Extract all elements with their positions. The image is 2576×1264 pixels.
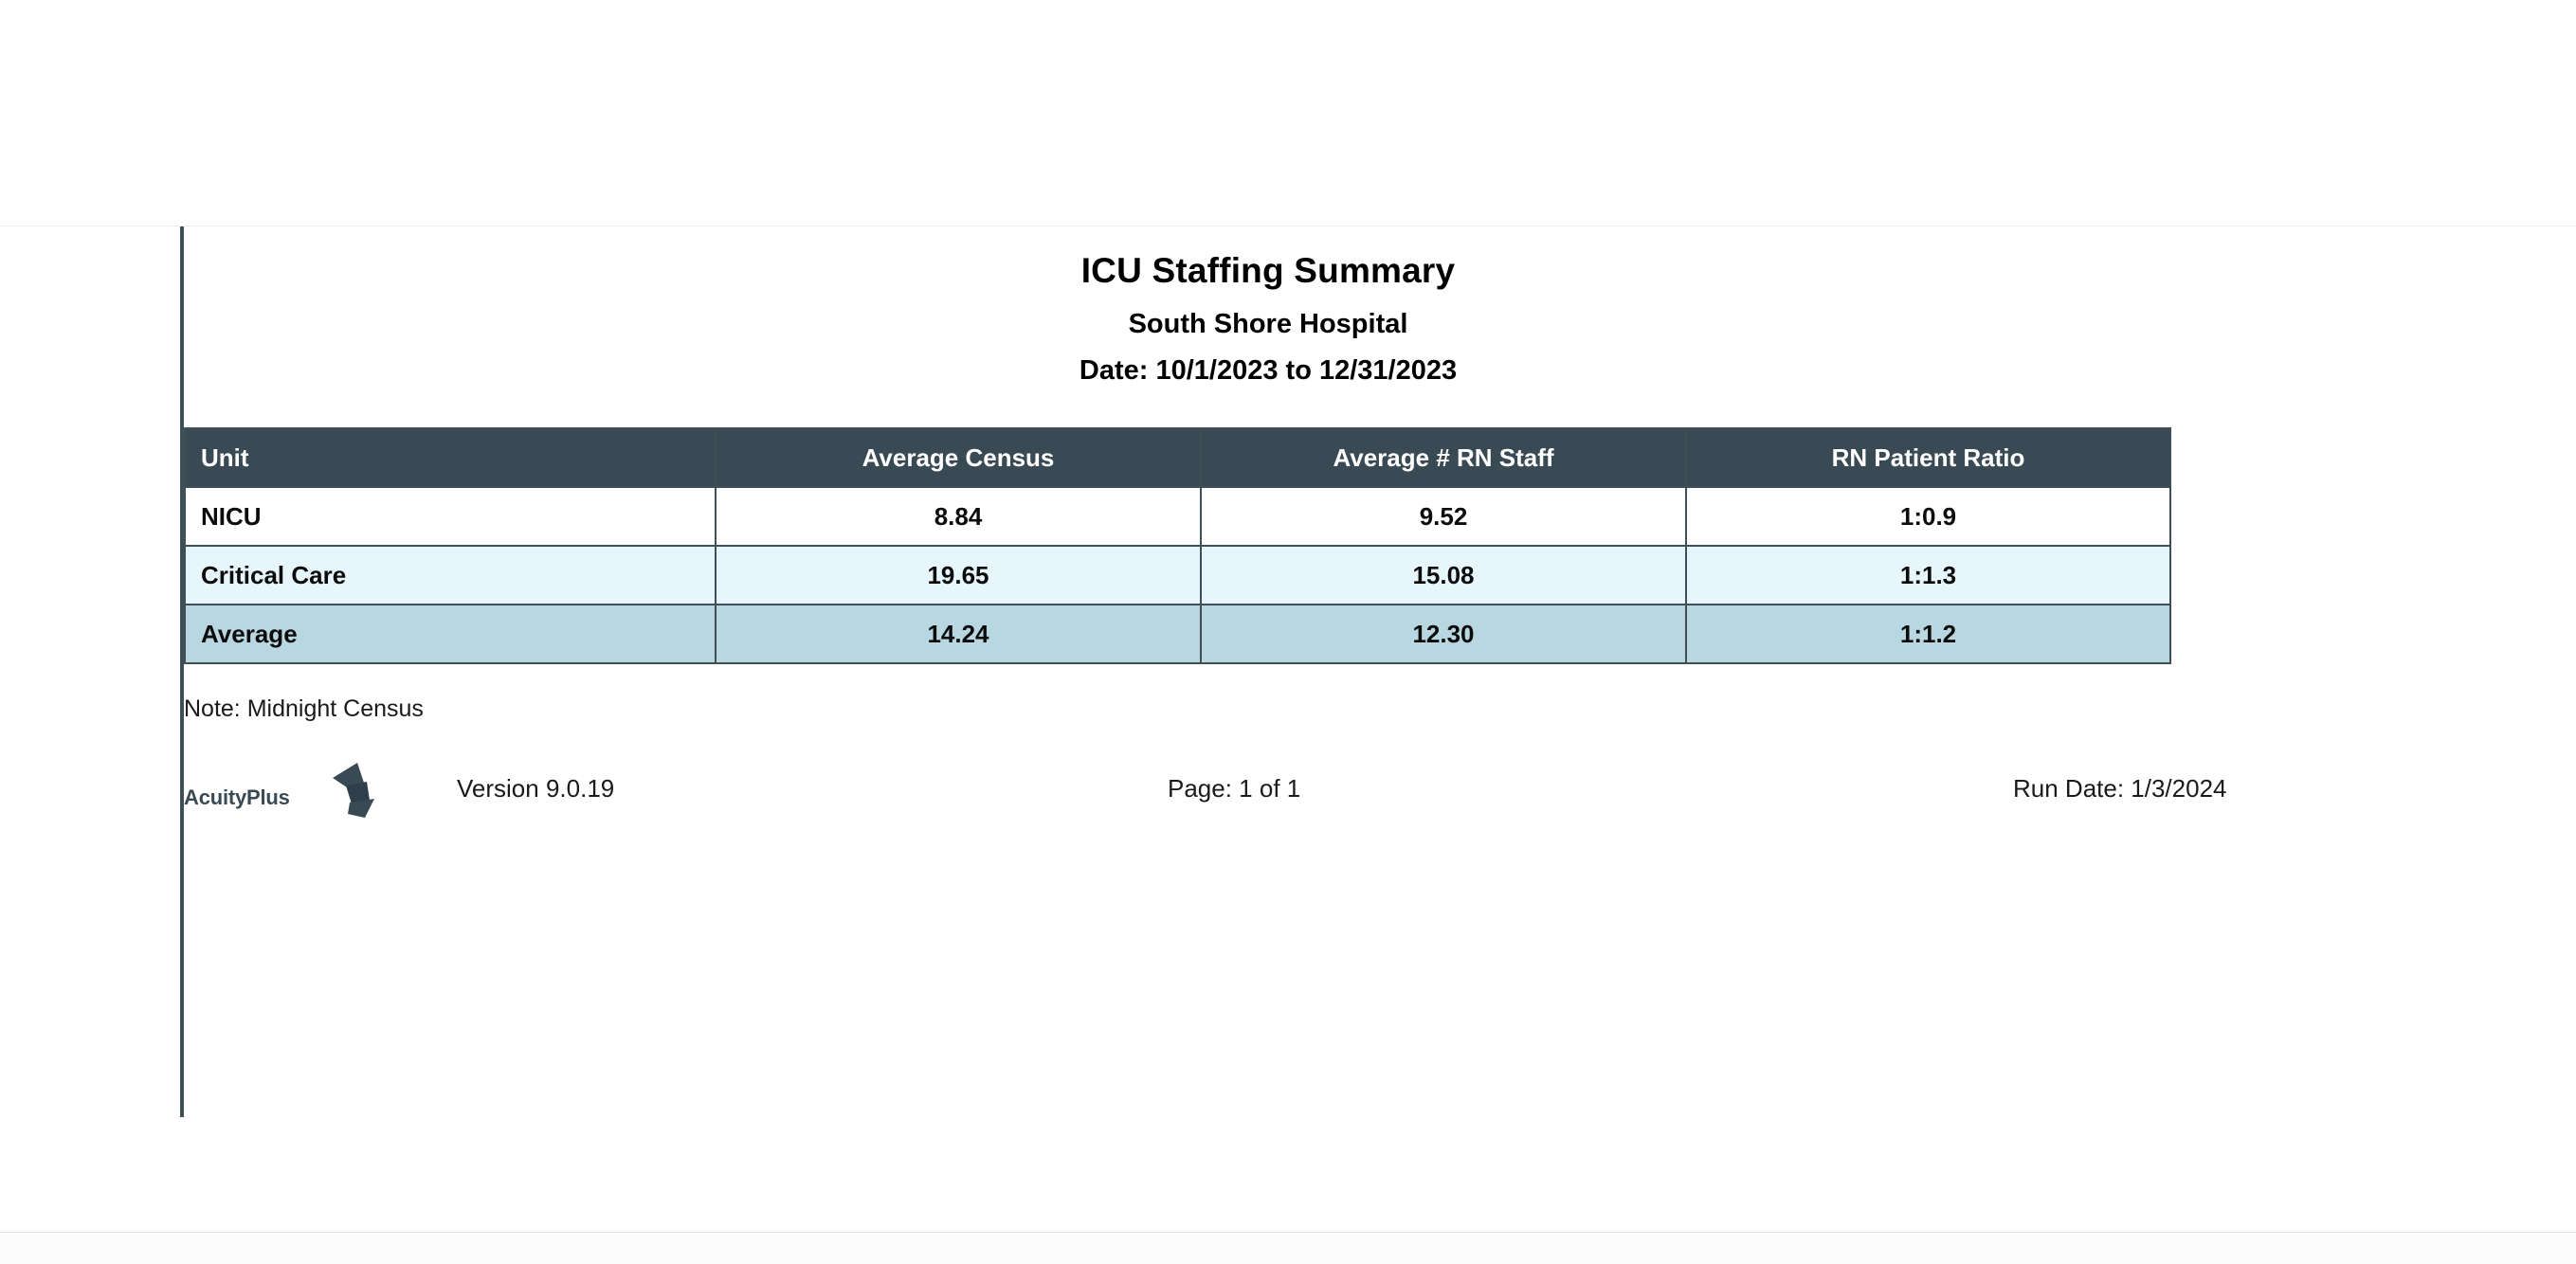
page-bottom-band: [0, 1233, 2576, 1264]
date-range: Date: 10/1/2023 to 12/31/2023: [1079, 355, 1458, 386]
table-row: [185, 487, 2170, 546]
arrow-logo-icon: [312, 761, 380, 824]
column-header-rn-patient-ratio: RN Patient Ratio: [1686, 428, 2170, 487]
column-header-average-census: Average Census: [716, 428, 1201, 487]
footer-page-number: Page: 1 of 1: [1168, 774, 1301, 803]
cell-average-rn-staff: 15.08: [1201, 546, 1686, 605]
cell-unit: NICU: [185, 487, 716, 546]
cell-rn-patient-ratio: 1:1.2: [1686, 605, 2170, 663]
brand-name: AcuityPlus: [184, 785, 290, 809]
cell-rn-patient-ratio: 1:0.9: [1686, 487, 2170, 546]
report-sheet: [180, 226, 2360, 1117]
footer-version: Version 9.0.19: [457, 774, 615, 803]
cell-unit: Critical Care: [185, 546, 716, 605]
report-footer: [184, 757, 2352, 814]
facility-name: South Shore Hospital: [1128, 309, 1408, 339]
cell-average-census: 8.84: [716, 487, 1201, 546]
staffing-table: [184, 427, 2171, 664]
brand-logo: [184, 761, 383, 816]
table-header-row: [185, 428, 2170, 487]
report-header: [184, 226, 2352, 387]
page-title: ICU Staffing Summary: [1080, 251, 1456, 290]
table-row: [185, 546, 2170, 605]
cell-average-rn-staff: 9.52: [1201, 487, 1686, 546]
cell-rn-patient-ratio: 1:1.3: [1686, 546, 2170, 605]
cell-average-census: 14.24: [716, 605, 1201, 663]
cell-unit: Average: [185, 605, 716, 663]
column-header-average-rn-staff: Average # RN Staff: [1201, 428, 1686, 487]
table-row-total: [185, 605, 2170, 663]
cell-average-rn-staff: 12.30: [1201, 605, 1686, 663]
column-header-unit: Unit: [185, 428, 716, 487]
cell-average-census: 19.65: [716, 546, 1201, 605]
footer-run-date: Run Date: 1/3/2024: [2013, 774, 2227, 803]
table-note: Note: Midnight Census: [184, 695, 424, 722]
